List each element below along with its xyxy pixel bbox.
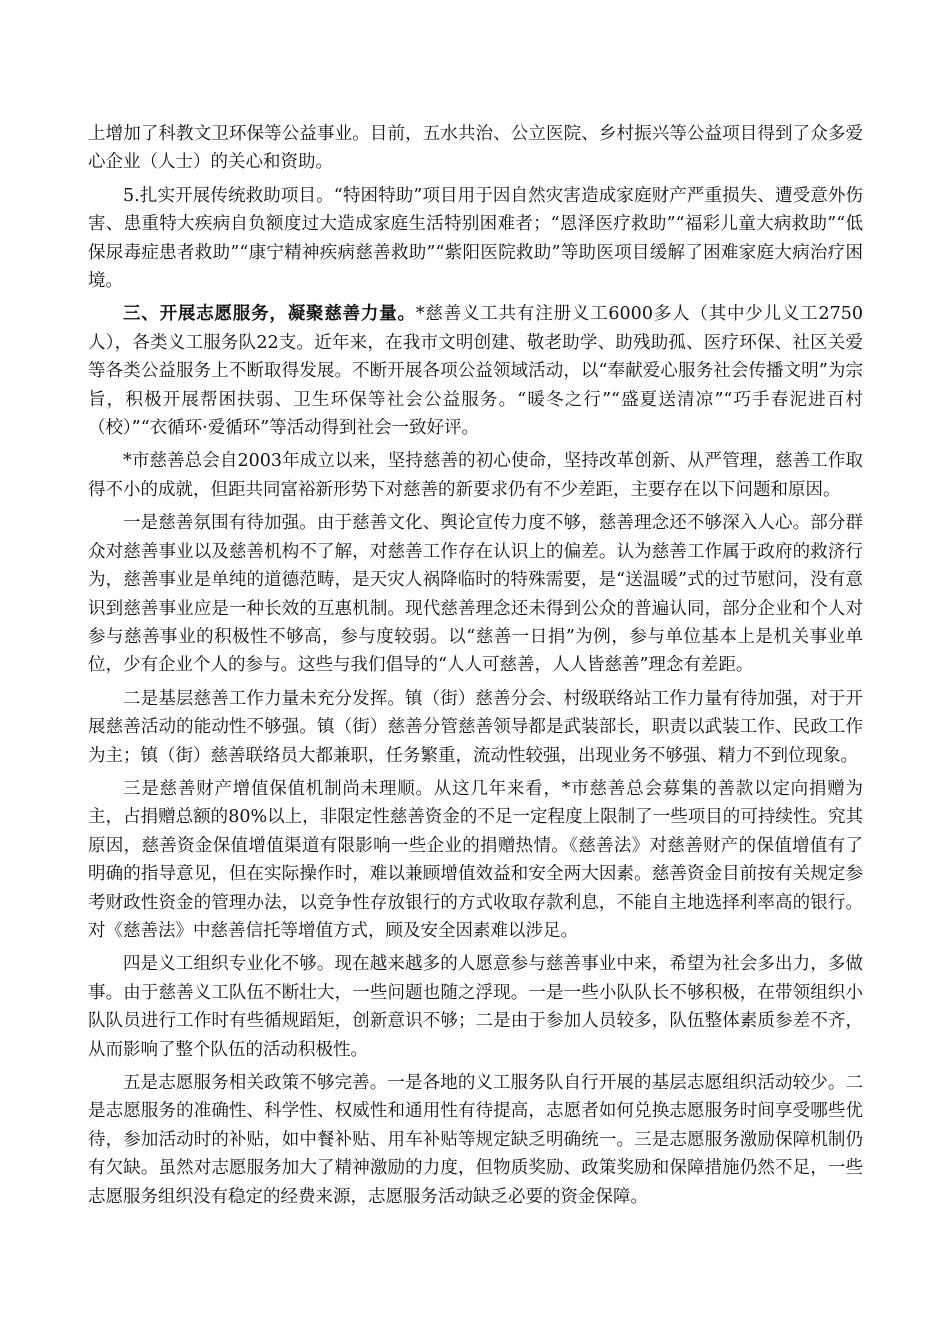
- paragraph-continuation: 上增加了科教文卫环保等公益事业。目前，五水共治、公立医院、乡村振兴等公益项目得到了众多爱心企业（人士）的关心和资助。: [88, 124, 863, 173]
- paragraph-relief-projects: 5.扎实开展传统救助项目。“特困特助”项目用于因自然灾害造成家庭财产严重损失、遭受意外伤害、患重特大疾病自负额度过大造成家庭生活特别困难者；“恩泽医疗救助”“福彩儿童大病救助”“低保尿毒症患者救助”“康宁精神疾病慈善救助”“紫阳医院救助”等助医项目缓解了困难家庭大病治疗困境。: [88, 185, 863, 292]
- section-body: *慈善义工共有注册义工6000多人（其中少儿义工2750人），各类义工服务队22支。近年来，在我市文明创建、敬老助学、助残助孤、医疗环保、社区关爱等各类公益服务上不断取得发展。不断开展各项公益领域活动，以“奉献爱心服务社会传播文明”为宗旨，积极开展帮困扶弱、卫生环保等社会公益服务。“暖冬之行”“盛夏送清凉”“巧手春泥进百村（校）”“衣循环·爱循环”等活动得到社会一致好评。: [88, 304, 864, 439]
- document-body: [88, 120, 863, 1216]
- paragraph-issue-2: 二是基层慈善工作力量未充分发挥。镇（街）慈善分会、村级联络站工作力量有待加强，对于开展慈善活动的能动性不够强。镇（街）慈善分管慈善领导都是武装部长，职责以武装工作、民政工作为主；镇（街）慈善联络员大都兼职，任务繁重，流动性较强，出现业务不够强、精力不到位现象。: [88, 688, 863, 766]
- paragraph-issue-4: 四是义工组织专业化不够。现在越来越多的人愿意参与慈善事业中来，希望为社会多出力，多做事。由于慈善义工队伍不断壮大，一些问题也随之浮现。一是一些小队队长不够积极，在带领组织小队队员进行工作时有些循规蹈矩，创新意识不够；二是由于参加人员较多，队伍整体素质参差不齐，从而影响了整个队伍的活动积极性。: [88, 954, 863, 1060]
- paragraph-overview: *市慈善总会自2003年成立以来，坚持慈善的初心使命，坚持改革创新、从严管理，慈善工作取得不小的成就，但距共同富裕新形势下对慈善的新要求仍有不少差距，主要存在以下问题和原因。: [88, 451, 863, 500]
- paragraph-issue-3: 三是慈善财产增值保值机制尚未理顺。从这几年来看，*市慈善总会募集的善款以定向捐赠为主，占捐赠总额的80%以上，非限定性慈善资金的不足一定程度上限制了一些项目的可持续性。究其原因，慈善资金保值增值渠道有限影响一些企业的捐赠热情。《慈善法》对慈善财产的保值增值有了明确的指导意见，但在实际操作时，难以兼顾增值效益和安全两大因素。慈善资金目前按有关规定参考财政性资金的管理办法，以竞争性存放银行的方式收取存款利息，不能自主地选择利率高的银行。对《慈善法》中慈善信托等增值方式，顾及安全因素难以涉足。: [88, 778, 863, 941]
- paragraph-volunteer-section: [88, 300, 863, 442]
- paragraph-issue-1: 一是慈善氛围有待加强。由于慈善文化、舆论宣传力度不够，慈善理念还不够深入人心。部分群众对慈善事业以及慈善机构不了解，对慈善工作存在认识上的偏差。认为慈善工作属于政府的救济行为，慈善事业是单纯的道德范畴，是天灾人祸降临时的特殊需要，是“送温暖”式的过节慰问，没有意识到慈善事业应是一种长效的互惠机制。现代慈善理念还未得到公众的普遍认同，部分企业和个人对参与慈善事业的积极性不够高，参与度较弱。以“慈善一日捐”为例，参与单位基本上是机关事业单位，少有企业个人的参与。这些与我们倡导的“人人可慈善，人人皆慈善”理念有差距。: [88, 513, 863, 676]
- section-heading: 三、开展志愿服务，凝聚慈善力量。: [123, 304, 416, 325]
- paragraph-issue-5: 五是志愿服务相关政策不够完善。一是各地的义工服务队自行开展的基层志愿组织活动较少。二是志愿服务的准确性、科学性、权威性和通用性有待提高，志愿者如何兑换志愿服务时间享受哪些优待，参加活动时的补贴，如中餐补贴、用车补贴等规定缺乏明确统一。三是志愿服务激励保障机制仍有欠缺。虽然对志愿服务加大了精神激励的力度，但物质奖励、政策奖励和保障措施仍然不足，一些志愿服务组织没有稳定的经费来源，志愿服务活动缺乏必要的资金保障。: [88, 1073, 863, 1207]
